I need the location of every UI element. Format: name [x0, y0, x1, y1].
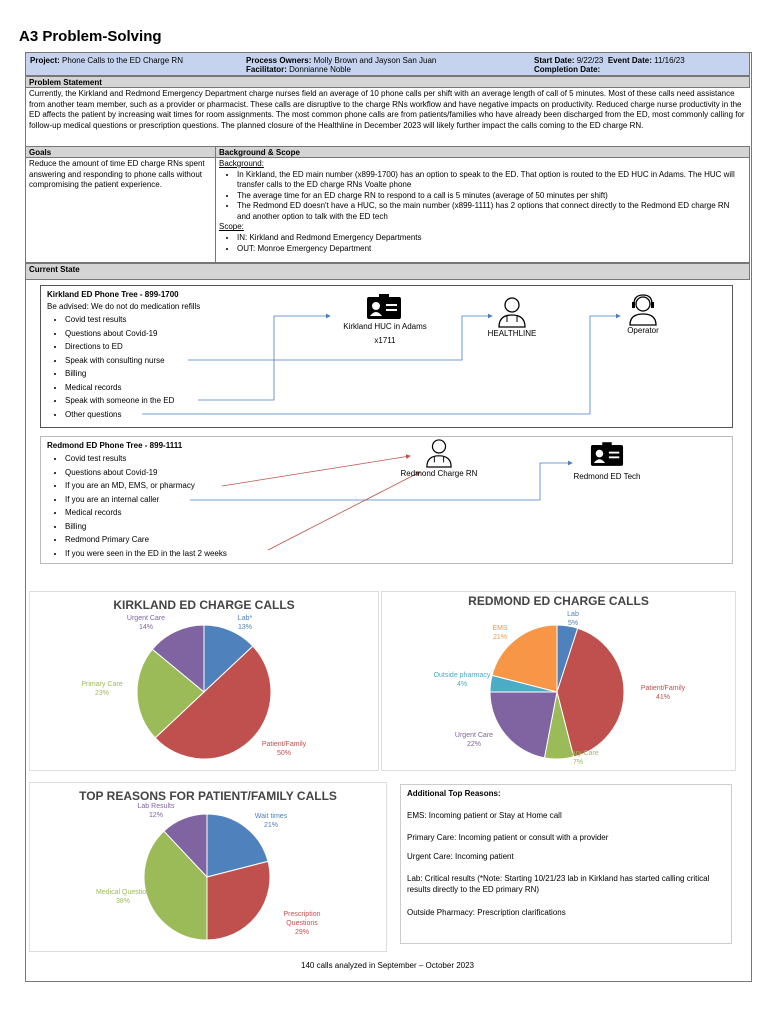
page-title: A3 Problem-Solving	[19, 28, 162, 45]
list-item: • Covid test results	[65, 452, 227, 466]
owners-field: Process Owners: Molly Brown and Jayson San Juan	[246, 56, 437, 65]
list-item: • Covid test results	[65, 313, 174, 327]
background-item: • In Kirkland, the ED main number (x899-1700) has an option to speak to the ED. That option is routed to the ED HUC in Adams. The HUC will transfer calls to the ED charge RNs Voalte phone	[237, 170, 744, 191]
problem-text: Currently, the Kirkland and Redmond Emergency Department charge nurses field an average of 10 phone calls per shift with an average length of call of 5 minutes. Most of these calls need assistance from another team member, such as a provider or pharmacist. These calls are disruptive to the charge RNs workflow and have negative impacts on productivity. Reduced charge nurse productivity in the ED affects the patient by increasing wait times for room assignments. The most common phone calls are from patients/families who have already been discharged from the ED, most commonly calling for follow-up medical questions or prescription questions. The planned closure of the Healthline in December 2023 will likely further impact the calls coming to the ED charge RN.	[29, 89, 745, 130]
operator-label: Operator	[627, 326, 659, 335]
background-item: • The Redmond ED doesn't have a HUC, so the main number (x899-1111) has 2 options that connect directly to the Redmond ED charge RN and another option to talk with the ED tech	[237, 201, 744, 222]
slice-label: EMS 21%	[492, 625, 508, 641]
current-state-heading: Current State	[25, 263, 750, 280]
kirkland-note: Be advised: We do not do medication refills	[47, 302, 201, 311]
list-item: • Directions to ED	[65, 340, 174, 354]
slice-label: Patient/Family 50%	[261, 741, 307, 757]
problem-heading: Problem Statement	[25, 76, 750, 88]
slice-label: Medical Question 38%	[95, 889, 151, 905]
list-item: • Questions about Covid-19	[65, 327, 174, 341]
start-date-field: Start Date: 9/22/23 Event Date: 11/16/23	[534, 56, 685, 65]
background-label: Background:	[219, 159, 264, 168]
background-item: • The average time for an ED charge RN to respond to a call is 5 minutes (average of 50 minutes per shift)	[237, 191, 744, 202]
chart-title: KIRKLAND ED CHARGE CALLS	[113, 598, 295, 612]
list-item: • Redmond Primary Care	[65, 533, 227, 547]
list-item: • Medical records	[65, 381, 174, 395]
goals-heading: Goals	[25, 146, 216, 158]
additional-item: Urgent Care: Incoming patient	[407, 852, 514, 861]
slice-label: Urgent Care 22%	[454, 732, 494, 748]
list-item: • Billing	[65, 367, 174, 381]
project-field: Project: Phone Calls to the ED Charge RN	[30, 56, 183, 65]
slice-label: Patient/Family 41%	[640, 685, 686, 701]
list-item: • If you are an MD, EMS, or pharmacy	[65, 479, 227, 493]
list-item: • Speak with someone in the ED	[65, 394, 174, 408]
completion-date-field: Completion Date:	[534, 65, 601, 74]
list-item: • Questions about Covid-19	[65, 466, 227, 480]
additional-item: Lab: Critical results (*Note: Starting 10/21/23 lab in Kirkland has started calling critical results directly to the ED primary RN)	[407, 874, 710, 894]
additional-reasons-box	[400, 784, 732, 944]
huc-label: Kirkland HUC in Adams	[343, 322, 427, 331]
slice-label: Primary Care 23%	[81, 681, 123, 697]
facilitator-field: Facilitator: Donnianne Noble	[246, 65, 351, 74]
healthline-label: HEALTHLINE	[487, 329, 537, 338]
slice-label: Primary Care 7%	[557, 750, 599, 766]
slice-label: Outside pharmacy 4%	[433, 672, 491, 688]
background-heading: Background & Scope	[215, 146, 750, 158]
redmond-tree-title: Redmond ED Phone Tree - 899-1111	[47, 441, 183, 450]
huc-ext: x1711	[374, 336, 396, 345]
list-item: • Medical records	[65, 506, 227, 520]
additional-heading: Additional Top Reasons:	[407, 789, 501, 798]
list-item: • Other questions	[65, 408, 174, 422]
scope-item: • IN: Kirkland and Redmond Emergency Departments	[237, 233, 744, 244]
slice-label: Lab 5%	[567, 611, 579, 627]
additional-item: Outside Pharmacy: Prescription clarifications	[407, 908, 566, 917]
scope-label: Scope:	[219, 222, 244, 232]
additional-item: EMS: Incoming patient or Stay at Home call	[407, 811, 562, 820]
goals-text: Reduce the amount of time ED charge RNs spent answering and responding to phone calls without compromising the patient experience.	[29, 159, 205, 189]
footer-note: 140 calls analyzed in September – October 2023	[301, 961, 474, 970]
list-item: • Billing	[65, 520, 227, 534]
scope-item: • OUT: Monroe Emergency Department	[237, 244, 744, 255]
list-item: • If you were seen in the ED in the last 2 weeks	[65, 547, 227, 561]
list-item: • Speak with consulting nurse	[65, 354, 174, 368]
list-item: • If you are an internal caller	[65, 493, 227, 507]
charge-rn-label: Redmond Charge RN	[400, 469, 478, 478]
slice-label: Lab Results 12%	[137, 803, 175, 819]
slice-label: Urgent Care 14%	[126, 615, 166, 631]
chart-title: REDMOND ED CHARGE CALLS	[468, 594, 649, 608]
ed-tech-label: Redmond ED Tech	[573, 472, 641, 481]
kirkland-tree-title: Kirkland ED Phone Tree - 899-1700	[47, 290, 179, 299]
slice-label: Wait times 21%	[254, 813, 288, 829]
chart-title: TOP REASONS FOR PATIENT/FAMILY CALLS	[79, 789, 337, 803]
slice-label: Lab* 13%	[237, 615, 253, 631]
slice-label: Prescription Questions 29%	[283, 911, 321, 936]
additional-item: Primary Care: Incoming patient or consult with a provider	[407, 833, 609, 842]
